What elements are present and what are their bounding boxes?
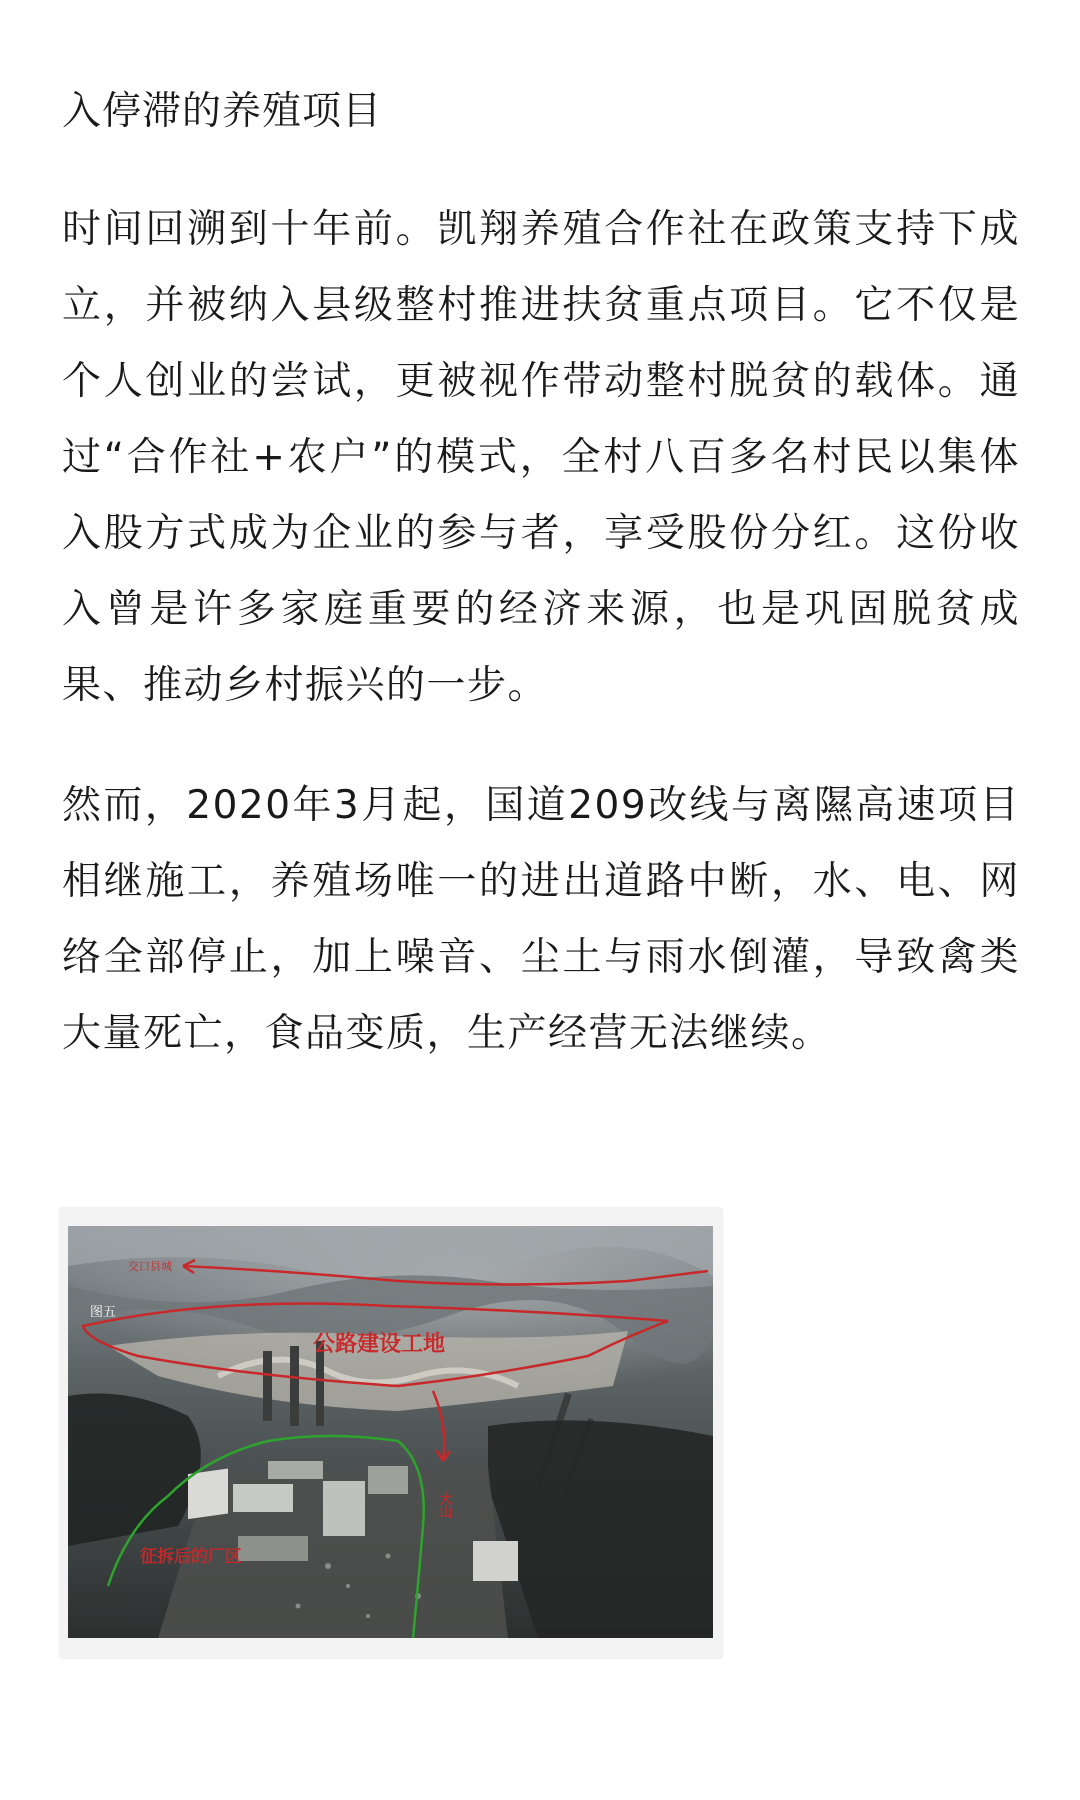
label-mountain: 大山 (436, 1492, 452, 1518)
bridge-pier (263, 1351, 272, 1421)
plant-building (368, 1466, 408, 1494)
label-construction-site: 公路建设工地 (313, 1331, 446, 1357)
paragraph-background: 时间回溯到十年前。凯翔养殖合作社在政策支持下成立，并被纳入县级整村推进扶贫重点项目。它不仅是个人创业的尝试，更被视作带动整村脱贫的载体。通过“合作社+农户”的模式，全村八百多名村民以集体入股方式成为企业的参与者，享受股份分红。这份收入曾是许多家庭重要的经济来源，也是巩固脱贫成果、推动乡村振兴的一步。 (62, 207, 1020, 709)
aerial-photo-figure[interactable] (60, 1208, 722, 1658)
bridge-pier (290, 1346, 299, 1426)
label-plant-area: 征拆后的厂区 (140, 1547, 242, 1567)
aerial-photo (68, 1226, 713, 1638)
paragraph-disruption: 然而，2020年3月起，国道209改线与离隰高速项目相继施工，养殖场唯一的进出道路中断，水、电、网络全部停止，加上噪音、尘土与雨水倒灌，导致禽类大量死亡，食品变质，生产经营无法继续。 (62, 783, 1020, 1057)
plant-building (188, 1469, 228, 1520)
plant-building (233, 1484, 293, 1512)
plant-building (323, 1481, 365, 1536)
section-heading: 入停滞的养殖项目 (62, 89, 383, 134)
label-county-town: 交口县城 (128, 1260, 172, 1273)
label-figure-number: 图五 (90, 1305, 117, 1320)
plant-building (238, 1536, 308, 1561)
plant-building (473, 1541, 518, 1581)
article-body (62, 82, 1020, 1116)
plant-building (268, 1461, 323, 1479)
aerial-photo-drawing (68, 1226, 713, 1638)
